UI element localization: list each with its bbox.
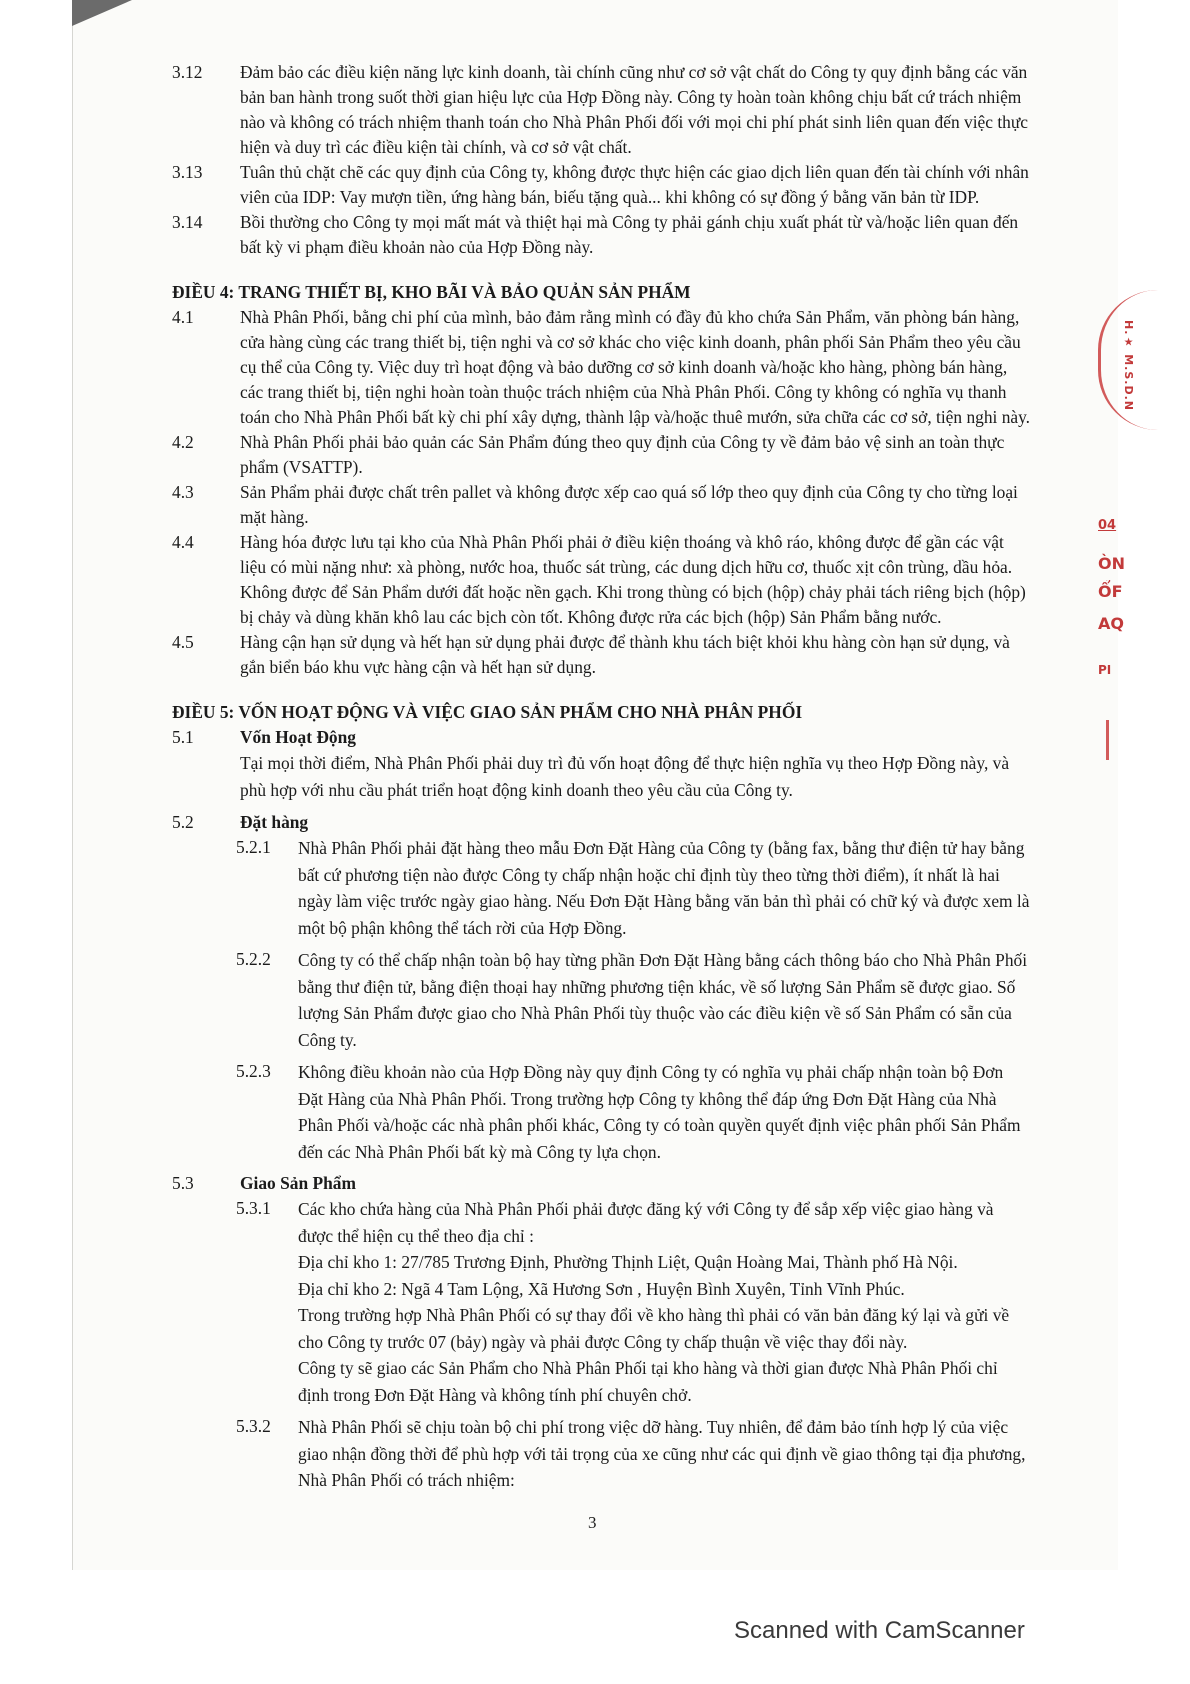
clause-number: 5.3.1 bbox=[236, 1198, 271, 1218]
stamp-fragment: ÒN bbox=[1098, 554, 1125, 573]
document-body bbox=[172, 60, 1032, 1494]
section-title: Đặt hàng bbox=[240, 812, 309, 832]
clause-4-3 bbox=[172, 480, 1032, 530]
stamp-text: H.★ M.S.D.N bbox=[1122, 320, 1135, 411]
article-5-heading: ĐIỀU 5: VỐN HOẠT ĐỘNG VÀ VIỆC GIAO SẢN PHẨM CHO NHÀ PHÂN PHỐI bbox=[172, 702, 803, 722]
clause-number: 4.4 bbox=[172, 532, 194, 552]
clause-text: Hàng hóa được lưu tại kho của Nhà Phân Phối phải ở điều kiện thoáng và khô ráo, không được để gần các vật liệu có mùi nặng như: xà phòng, nước hoa, thuốc sát trùng, các dung dịch hữu cơ, thuốc xịt côn trùng, dầu hỏa. Không được để Sản Phẩm dưới đất hoặc nền gạch. Khi trong thùng có bịch (hộp) chảy phải tách riêng bịch (hộp) bị chảy và dùng khăn khô lau các bịch còn tốt. Không được rửa các bịch (hộp) Sản Phẩm bằng nước. bbox=[240, 532, 1026, 627]
clause-number: 4.3 bbox=[172, 482, 194, 502]
clause-number: 5.3.2 bbox=[236, 1416, 271, 1436]
clause-text: Các kho chứa hàng của Nhà Phân Phối phải được đăng ký với Công ty để sắp xếp việc giao hàng và được thể hiện cụ thể theo địa chỉ : bbox=[298, 1199, 994, 1246]
clause-4-2 bbox=[172, 430, 1032, 480]
clause-5-3-2 bbox=[172, 1414, 1032, 1494]
stamp-border bbox=[1106, 720, 1109, 760]
stamp-fragment: PI bbox=[1098, 663, 1112, 677]
clause-text: Hàng cận hạn sử dụng và hết hạn sử dụng phải được để thành khu tách biệt khỏi khu hàng còn hạn sử dụng, và gắn biển báo khu vực hàng cận và hết hạn sử dụng. bbox=[240, 632, 1010, 677]
clause-text: Đảm bảo các điều kiện năng lực kinh doanh, tài chính cũng như cơ sở vật chất do Công ty quy định bằng các văn bản ban hành trong suốt thời gian hiệu lực của Hợp Đồng này. Công ty hoàn toàn không chịu bất cứ trách nhiệm nào và không có trách nhiệm thanh toán cho Nhà Phân Phối đối với mọi chi phí phát sinh liên quan đến việc thực hiện và duy trì các điều kiện tài chính, và cơ sở vật chất. bbox=[240, 62, 1028, 157]
clause-text: Tuân thủ chặt chẽ các quy định của Công ty, không được thực hiện các giao dịch liên quan đến tài chính với nhân viên của IDP: Vay mượn tiền, ứng hàng bán, biếu tặng quà... khi không có sự đồng ý bằng văn bản từ IDP. bbox=[240, 162, 1029, 207]
clause-text: Sản Phẩm phải được chất trên pallet và không được xếp cao quá số lớp theo quy định của Công ty cho từng loại mặt hàng. bbox=[240, 482, 1018, 527]
clause-4-4 bbox=[172, 530, 1032, 630]
clause-5-2-2 bbox=[172, 947, 1032, 1053]
stamp-fragment: ỔF bbox=[1098, 582, 1123, 601]
stamp-fragment: 04 bbox=[1098, 518, 1117, 533]
page-number: 3 bbox=[588, 1513, 597, 1532]
section-number: 5.3 bbox=[172, 1173, 194, 1193]
clause-number: 4.5 bbox=[172, 632, 194, 652]
clause-text: Trong trường hợp Nhà Phân Phối có sự thay đổi về kho hàng thì phải có văn bản đăng ký lại và gửi về cho Công ty trước 07 (bảy) ngày và phải được Công ty chấp thuận về việc thay đổi này. bbox=[298, 1305, 1010, 1352]
clause-3-12 bbox=[172, 60, 1032, 160]
warehouse-address-1: Địa chỉ kho 1: 27/785 Trương Định, Phường Thịnh Liệt, Quận Hoàng Mai, Thành phố Hà Nội. bbox=[298, 1252, 958, 1272]
clause-number: 5.2.2 bbox=[236, 949, 271, 969]
clause-number: 4.2 bbox=[172, 432, 194, 452]
clause-text: Công ty có thể chấp nhận toàn bộ hay từng phần Đơn Đặt Hàng bằng cách thông báo cho Nhà Phân Phối bằng thư điện tử, bằng điện thoại hay những phương tiện khác, về số lượng Sản Phẩm sẽ được giao. Số lượng Sản Phẩm được giao cho Nhà Phân Phối tùy thuộc vào các điều kiện về số Sản Phẩm có sẵn của Công ty. bbox=[298, 950, 1028, 1050]
camscanner-watermark: Scanned with CamScanner bbox=[734, 1617, 1025, 1644]
stamp-fragment: AQ bbox=[1098, 614, 1124, 633]
clause-5-2-3 bbox=[172, 1059, 1032, 1165]
clause-number: 3.12 bbox=[172, 62, 203, 82]
clause-number: 5.2.1 bbox=[236, 837, 271, 857]
clause-number: 5.2.3 bbox=[236, 1061, 271, 1081]
clause-4-1 bbox=[172, 305, 1032, 430]
clause-text: Không điều khoản nào của Hợp Đồng này quy định Công ty có nghĩa vụ phải chấp nhận toàn bộ Đơn Đặt Hàng của Nhà Phân Phối. Trong trường hợp Công ty không thể đáp ứng Đơn Đặt Hàng của Nhà Phân Phối và/hoặc các nhà phân phối khác, Công ty có toàn quyền quyết định việc phân phối Sản Phẩm đến các Nhà Phân Phối bất kỳ mà Công ty lựa chọn. bbox=[298, 1062, 1021, 1162]
article-4-heading: ĐIỀU 4: TRANG THIẾT BỊ, KHO BÃI VÀ BẢO QUẢN SẢN PHẨM bbox=[172, 282, 691, 302]
clause-number: 4.1 bbox=[172, 307, 194, 327]
section-5-3 bbox=[172, 1171, 1032, 1196]
clause-text: Nhà Phân Phối phải đặt hàng theo mẫu Đơn Đặt Hàng của Công ty (bằng fax, bằng thư điện tử hay bằng bất cứ phương tiện nào được Công ty chấp nhận hoặc chỉ định tùy theo từng thời điểm), ít nhất là hai ngày làm việc trước ngày giao hàng. Nếu Đơn Đặt Hàng bằng văn bản thì phải có chữ ký và được xem là một bộ phận không thể tách rời của Hợp Đồng. bbox=[298, 838, 1030, 938]
section-5-2 bbox=[172, 810, 1032, 835]
clause-4-5 bbox=[172, 630, 1032, 680]
clause-text: Công ty sẽ giao các Sản Phẩm cho Nhà Phân Phối tại kho hàng và thời gian được Nhà Phân Phối chỉ định trong Đơn Đặt Hàng và không tính phí chuyên chở. bbox=[298, 1358, 998, 1405]
clause-3-14 bbox=[172, 210, 1032, 260]
section-title: Giao Sản Phẩm bbox=[240, 1173, 356, 1193]
folded-corner bbox=[72, 0, 132, 26]
clause-text: Nhà Phân Phối sẽ chịu toàn bộ chi phí trong việc dỡ hàng. Tuy nhiên, để đảm bảo tính hợp lý của việc giao nhận đồng thời để phù hợp với tải trọng của xe cũng như các qui định về giao thông tại địa phương, Nhà Phân Phối có trách nhiệm: bbox=[298, 1417, 1026, 1490]
clause-text: Nhà Phân Phối, bằng chi phí của mình, bảo đảm rằng mình có đầy đủ kho chứa Sản Phẩm, văn phòng bán hàng, cửa hàng cùng các trang thiết bị, tiện nghi và cơ sở khác cho việc kinh doanh, phân phối Sản Phẩm theo yêu cầu cụ thể của Công ty. Việc duy trì hoạt động và bảo dưỡng cơ sở kinh doanh và/hoặc kho hàng, phòng bán hàng, các trang thiết bị, tiện nghi hoàn toàn thuộc trách nhiệm của Nhà Phân Phối. Công ty không có nghĩa vụ thanh toán cho Nhà Phân Phối bất kỳ chi phí xây dựng, thành lập và/hoặc thuê mướn, sửa chữa các cơ sở, tiện nghi này. bbox=[240, 307, 1031, 427]
warehouse-address-2: Địa chỉ kho 2: Ngã 4 Tam Lộng, Xã Hương Sơn , Huyện Bình Xuyên, Tỉnh Vĩnh Phúc. bbox=[298, 1278, 905, 1299]
section-5-1 bbox=[172, 725, 1032, 804]
section-number: 5.2 bbox=[172, 812, 194, 832]
clause-number: 3.13 bbox=[172, 162, 203, 182]
clause-text: Bồi thường cho Công ty mọi mất mát và thiệt hại mà Công ty phải gánh chịu xuất phát từ và/hoặc liên quan đến bất kỳ vi phạm điều khoản nào của Hợp Đồng này. bbox=[240, 212, 1019, 257]
red-stamp-fragment bbox=[1098, 290, 1158, 730]
section-title: Vốn Hoạt Động bbox=[240, 727, 356, 747]
clause-5-2-1 bbox=[172, 835, 1032, 941]
clause-number: 3.14 bbox=[172, 212, 203, 232]
section-text: Tại mọi thời điểm, Nhà Phân Phối phải duy trì đủ vốn hoạt động để thực hiện nghĩa vụ theo Hợp Đồng này, và phù hợp với nhu cầu phát triển hoạt động kinh doanh theo yêu cầu của Công ty. bbox=[240, 753, 1010, 800]
section-number: 5.1 bbox=[172, 727, 194, 747]
clause-3-13 bbox=[172, 160, 1032, 210]
clause-5-3-1 bbox=[172, 1196, 1032, 1408]
clause-text: Nhà Phân Phối phải bảo quản các Sản Phẩm đúng theo quy định của Công ty về đảm bảo vệ sinh an toàn thực phẩm (VSATTP). bbox=[240, 432, 1005, 477]
